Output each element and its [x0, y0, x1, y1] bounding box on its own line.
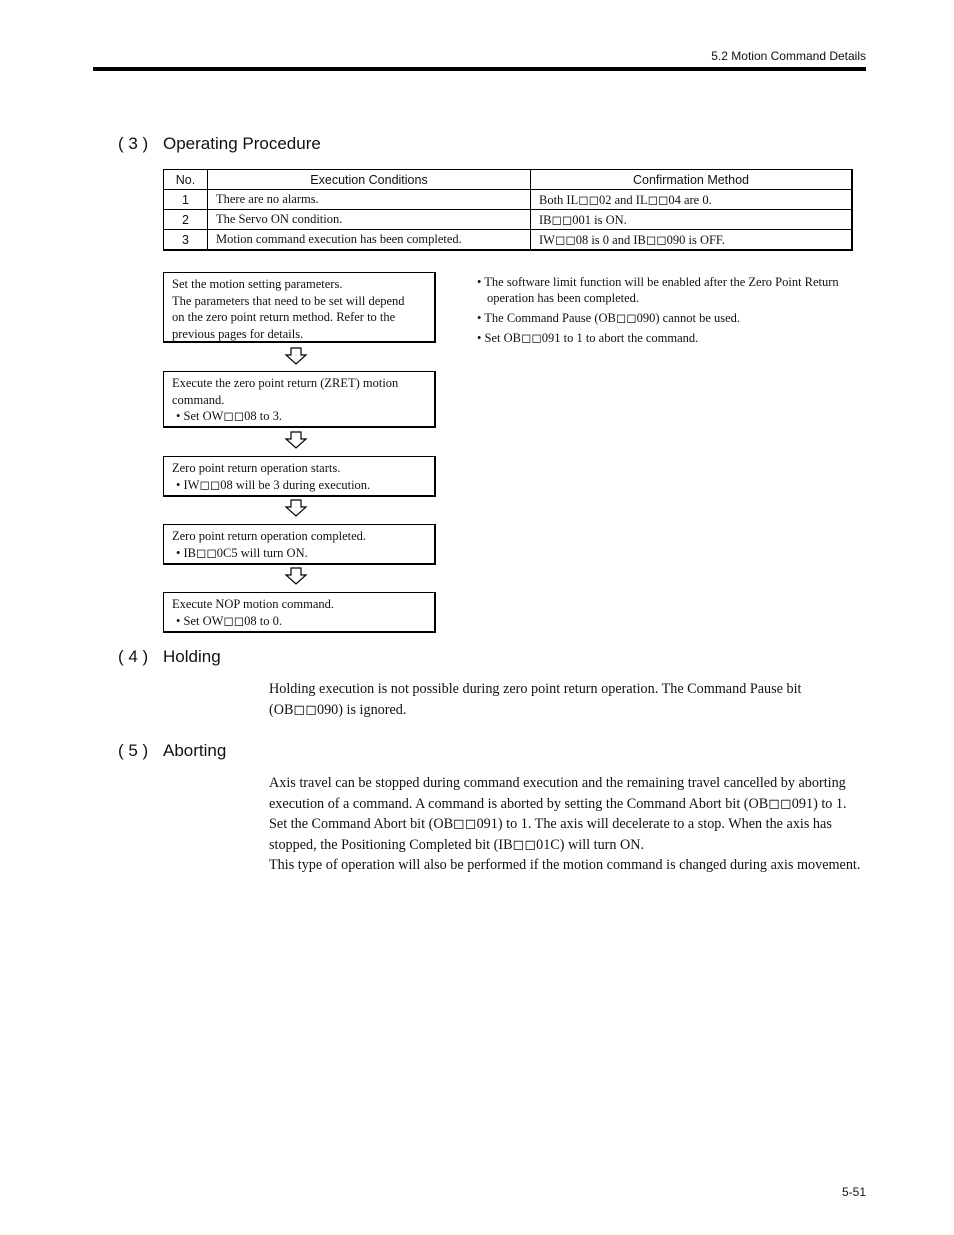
header-no: No.: [164, 170, 208, 190]
notes-list: [477, 274, 869, 350]
flow-step-operation-starts: [163, 456, 436, 497]
flow-line: Execute NOP motion command.: [172, 597, 335, 611]
section-number: ( 3 ): [118, 134, 149, 153]
confirmation-method: IB◻◻001 is ON.: [531, 210, 853, 230]
table-header-row: [164, 170, 853, 190]
flow-step-execute-zret: [163, 371, 436, 428]
down-arrow-icon: [284, 431, 308, 449]
flow-step-operation-completed: [163, 524, 436, 565]
aborting-text: [269, 773, 865, 876]
flow-line: Zero point return operation starts.: [172, 461, 341, 475]
flow-line: on the zero point return method. Refer to the: [172, 310, 396, 324]
note-item: • The software limit function will be enabled after the Zero Point Return operation has been completed.: [477, 275, 839, 305]
aborting-paragraph: This type of operation will also be performed if the motion command is changed during axis movement.: [269, 857, 861, 873]
flow-sub-bullet: • Set OW◻◻08 to 0.: [176, 613, 283, 628]
header-confirmation-method: Confirmation Method: [531, 170, 853, 190]
note-item: • Set OB◻◻091 to 1 to abort the command.: [477, 331, 699, 345]
execution-condition: Motion command execution has been completed.: [208, 230, 531, 251]
down-arrow-icon: [284, 347, 308, 365]
section-title: Aborting: [163, 741, 227, 760]
table-row: [164, 210, 853, 230]
aborting-paragraph: Axis travel can be stopped during command execution and the remaining travel cancelled by aborting execution of a command. A command is aborted by setting the Command Abort bit (OB◻◻091) to 1.: [269, 775, 847, 812]
header-rule: [93, 67, 866, 71]
row-number: 1: [164, 190, 208, 210]
flow-line: Zero point return operation completed.: [172, 529, 367, 543]
section-heading-aborting: [118, 741, 226, 761]
flow-line: command.: [172, 392, 225, 407]
table-row: [164, 190, 853, 210]
holding-paragraph: Holding execution is not possible during zero point return operation. The Command Pause bit (OB◻◻090) is ignored.: [269, 681, 802, 718]
row-number: 3: [164, 230, 208, 251]
down-arrow-icon: [284, 567, 308, 585]
aborting-paragraph: Set the Command Abort bit (OB◻◻091) to 1. The axis will decelerate to a stop. When the axis has stopped, the Positioning Completed bit (IB◻◻01C) will turn ON.: [269, 816, 832, 853]
flow-sub-bullet: • Set OW◻◻08 to 3.: [176, 409, 283, 423]
page-number: 5-51: [841, 1185, 866, 1199]
confirmation-method: Both IL◻◻02 and IL◻◻04 are 0.: [531, 190, 853, 210]
section-number: ( 5 ): [118, 741, 149, 760]
flow-step-execute-nop: [163, 592, 436, 633]
section-title: Holding: [163, 647, 221, 666]
flow-line: Execute the zero point return (ZRET) motion: [172, 376, 399, 390]
flow-sub-bullet: • IB◻◻0C5 will turn ON.: [176, 545, 308, 560]
flow-line: previous pages for details.: [172, 326, 304, 341]
section-heading-operating-procedure: [118, 134, 321, 154]
section-title: Operating Procedure: [163, 134, 321, 153]
row-number: 2: [164, 210, 208, 230]
flow-sub-bullet: • IW◻◻08 will be 3 during execution.: [176, 477, 371, 492]
flow-line: Set the motion setting parameters.: [172, 277, 343, 291]
flow-step-set-parameters: [163, 272, 436, 343]
note-item: • The Command Pause (OB◻◻090) cannot be used.: [477, 311, 741, 325]
table-row: [164, 230, 853, 251]
running-header: 5.2 Motion Command Details: [711, 49, 866, 63]
confirmation-method: IW◻◻08 is 0 and IB◻◻090 is OFF.: [531, 230, 853, 251]
flow-line: The parameters that need to be set will depend: [172, 293, 405, 308]
section-number: ( 4 ): [118, 647, 149, 666]
execution-condition: There are no alarms.: [208, 190, 531, 210]
conditions-table: [163, 169, 853, 251]
down-arrow-icon: [284, 499, 308, 517]
header-execution-conditions: Execution Conditions: [208, 170, 531, 190]
section-heading-holding: [118, 647, 221, 667]
execution-condition: The Servo ON condition.: [208, 210, 531, 230]
